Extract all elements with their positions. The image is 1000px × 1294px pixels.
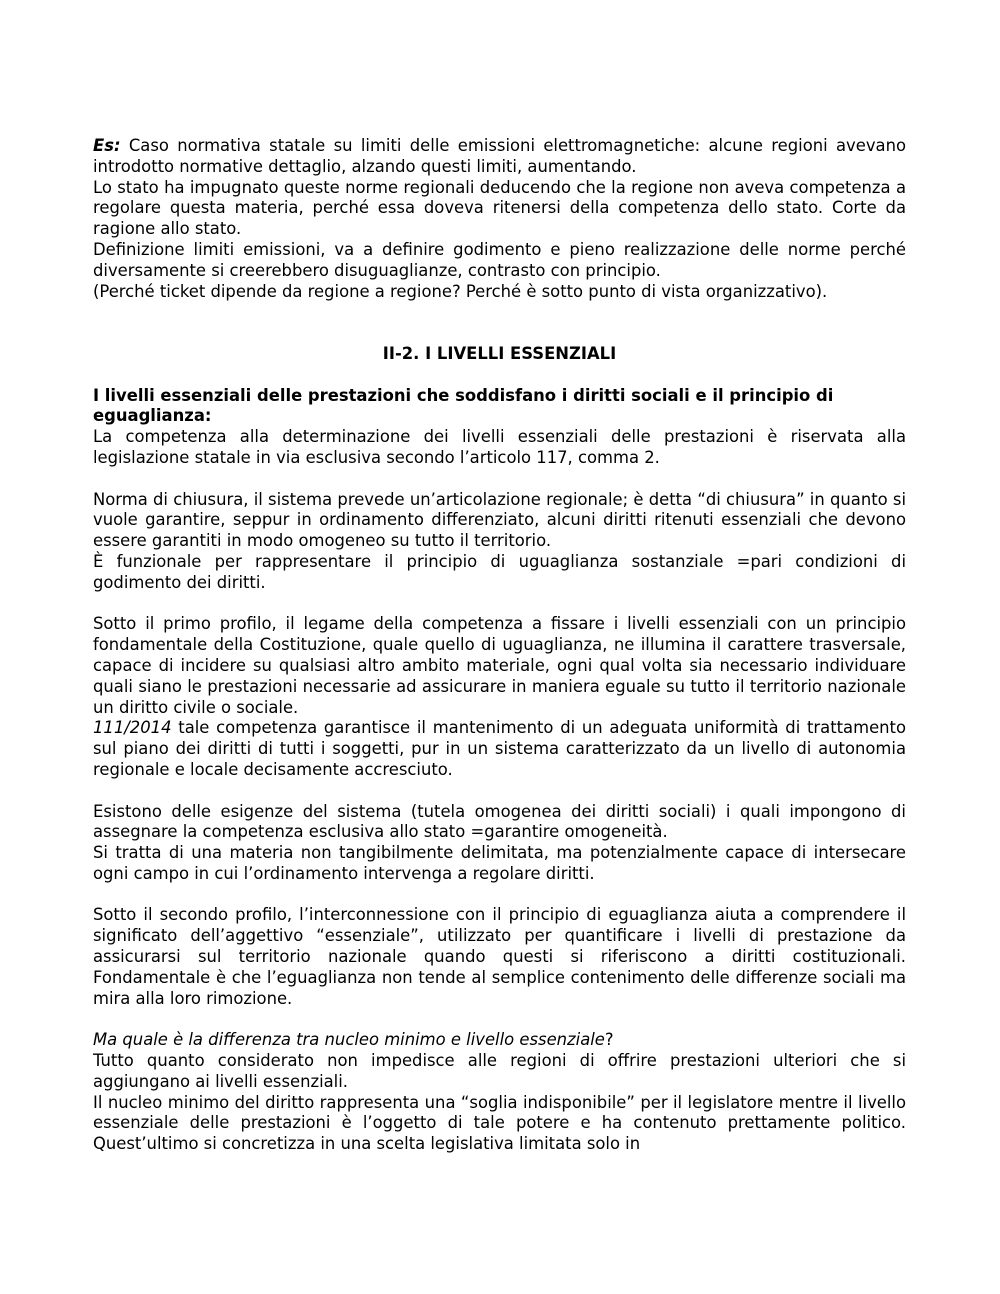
example-label: Es: [93,136,121,155]
paragraph-competence: La competenza alla determinazione dei livelli essenziali delle prestazioni è riservata alla legislazione statale in via esclusiva secondo l’articolo 117, comma 2. [93,427,906,467]
spacer [93,302,906,344]
ruling-reference: 111/2014 [93,718,172,738]
paragraph-regional-services: Tutto quanto considerato non impedisce alle regioni di offrire prestazioni ulteriori che si aggiungano ai livelli essenziali. [93,1051,906,1091]
question-text: Ma quale è la differenza tra nucleo minimo e livello essenziale [93,1030,605,1050]
spacer [93,594,906,615]
ruling-text: tale competenza garantisce il mantenimento di un adeguata uniformità di trattamento sul piano dei diritti di tutti i soggetti, pur in un sistema caratterizzato da un livello di autonomia regionale e locale decisamente accresciuto. [93,718,906,779]
section-title: II-2. I LIVELLI ESSENZIALI [382,343,617,363]
spacer [93,365,906,386]
spacer [93,781,906,802]
example-text: Caso normativa statale su limiti delle emissioni elettromagnetiche: alcune regioni avevano introdotto normative dettaglio, alzando questi limiti, aumentando. [93,136,906,176]
paragraph-second-profile: Sotto il secondo profilo, l’interconnessione con il principio di eguaglianza aiuta a comprendere il significato dell’aggettivo “essenziale”, utilizzato per quantificare i livelli di prestazione da assicurarsi sul territorio nazionale quando questi si riferiscono a diritti costituzionali. Fondamentale è che l’eguaglianza non tende al semplice contenimento delle differenze sociali ma mira alla loro rimozione. [93,905,906,1008]
paragraph-question [93,1030,906,1051]
document-page [93,136,906,1155]
section-subtitle: I livelli essenziali delle prestazioni che soddisfano i diritti sociali e il principio di eguaglianza: [93,385,834,426]
paragraph-closing-norm: Norma di chiusura, il sistema prevede un’articolazione regionale; è detta “di chiusura” in quanto si vuole garantire, seppur in ordinamento differenziato, alcuni diritti ritenuti essenziali che devono essere garantiti in modo omogeneo su tutto il territorio. [93,489,906,551]
paragraph-minimum-core: Il nucleo minimo del diritto rappresenta una “soglia indisponibile” per il legislatore mentre il livello essenziale delle prestazioni è l’oggetto di tale potere e ha contenuto prettamente politico. Quest’ultimo si concretizza in una scelta legislativa limitata solo in [93,1092,906,1154]
paragraph-substantial-equality: È funzionale per rappresentare il principio di uguaglianza sostanziale =pari condizioni di godimento dei diritti. [93,551,906,592]
paragraph-example [93,136,906,178]
paragraph-ticket-question: (Perché ticket dipende da regione a regione? Perché è sotto punto di vista organizzativo). [93,281,828,301]
paragraph-state-challenge: Lo stato ha impugnato queste norme regionali deducendo che la regione non aveva competenza a regolare questa materia, perché essa doveva ritenersi della competenza dello stato. Corte da ragione allo stato. [93,177,906,239]
paragraph-emission-limits: Definizione limiti emissioni, va a definire godimento e pieno realizzazione delle norme perché diversamente si creerebbero disuguaglianze, contrasto con principio. [93,239,906,280]
paragraph-first-profile: Sotto il primo profilo, il legame della competenza a fissare i livelli essenziali con un principio fondamentale della Costituzione, quale quello di uguaglianza, ne illumina il carattere trasversale, capace di incidere su qualsiasi altro ambito materiale, ogni qual volta sia necessario individuare quali siano le prestazioni necessarie ad assicurare in maniera eguale su tutto il territorio nazionale un diritto civile o sociale. [93,614,906,717]
paragraph-transversal-matter: Si tratta di una materia non tangibilmente delimitata, ma potenzialmente capace di intersecare ogni campo in cui l’ordinamento intervenga a regolare diritti. [93,843,906,883]
spacer [93,1009,906,1030]
paragraph-ruling [93,718,906,780]
spacer [93,885,906,906]
question-mark: ? [604,1030,614,1050]
paragraph-system-needs: Esistono delle esigenze del sistema (tutela omogenea dei diritti sociali) i quali impongono di assegnare la competenza esclusiva allo stato =garantire omogeneità. [93,801,906,842]
spacer [93,469,906,490]
